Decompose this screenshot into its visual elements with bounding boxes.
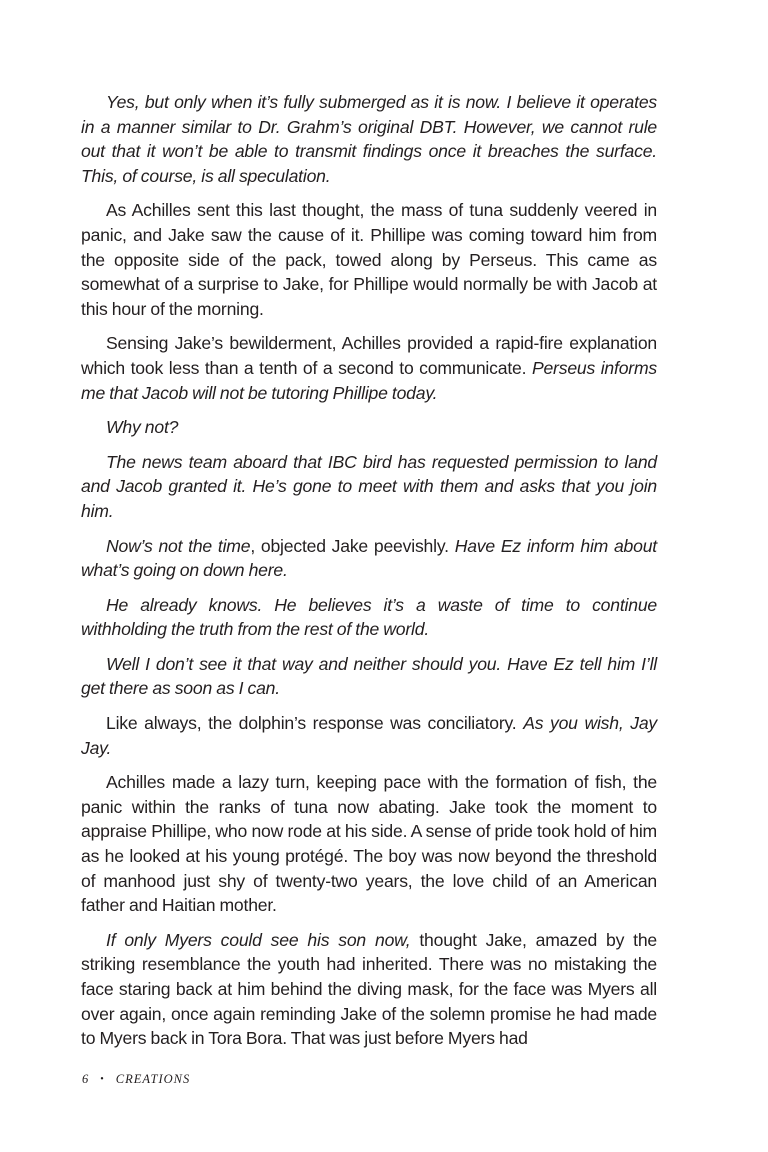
italic-text: If only Myers could see his son now, bbox=[106, 929, 411, 950]
paragraph bbox=[81, 652, 657, 701]
text-span: As Achilles sent this last thought, the mass of tuna suddenly veered in panic, and Jake saw the cause of it. Phillipe was coming toward him from the opposite side of the pack, towed along by Perseus. This came as somewhat of a surprise to Jake, for Phillipe would normally be with Jacob at this hour of the morning. bbox=[81, 200, 657, 319]
italic-text: Now’s not the time bbox=[106, 535, 251, 556]
paragraph bbox=[81, 593, 657, 642]
italic-text: Well I don’t see it that way and neither should you. Have Ez tell him I’ll get there as soon as I can. bbox=[81, 653, 657, 699]
text-span: , objected Jake peevishly. bbox=[250, 535, 455, 556]
paragraph bbox=[81, 770, 657, 918]
footer-separator: • bbox=[100, 1074, 104, 1085]
text-span: Achilles made a lazy turn, keeping pace with the formation of fish, the panic within the ranks of tuna now abating. Jake took the moment to appraise Phillipe, who now rode at his side. A sense of pride took hold of him as he looked at his young protégé. The boy was now beyond the threshold of manhood just shy of twenty-two years, the love child of an American father and Haitian mother. bbox=[81, 772, 657, 916]
paragraph bbox=[81, 331, 657, 405]
page-number: 6 bbox=[82, 1072, 89, 1086]
italic-text: Why not? bbox=[106, 417, 179, 438]
running-title: CREATIONS bbox=[115, 1072, 191, 1086]
paragraph bbox=[81, 450, 657, 524]
page-body bbox=[81, 90, 657, 1061]
paragraph bbox=[81, 534, 657, 583]
text-span: Like always, the dolphin’s response was conciliatory. bbox=[106, 713, 524, 734]
italic-text: Perseus informs me that Jacob will not be tutoring Phillipe today. bbox=[81, 357, 657, 403]
italic-text: As you wish, Jay Jay. bbox=[81, 713, 658, 758]
italic-text: Have Ez inform him about what’s going on down here. bbox=[81, 535, 657, 581]
paragraph bbox=[81, 90, 657, 188]
paragraph bbox=[81, 198, 657, 321]
italic-text: Yes, but only when it’s fully submerged as it is now. I believe it operates in a manner similar to Dr. Grahm’s original DBT. However, we cannot rule out that it won’t be able to transmit findings once it breaches the surface. This, of course, is all speculation. bbox=[81, 92, 657, 186]
paragraph bbox=[81, 415, 657, 440]
text-span: Sensing Jake’s bewilderment, Achilles provided a rapid-fire explanation which took less than a tenth of a second to communicate. bbox=[81, 333, 657, 378]
text-span: thought Jake, amazed by the striking resemblance the youth had inherited. There was no mistaking the face staring back at him behind the diving mask, for the face was Myers all over again, once again reminding Jake of the solemn promise he had made to Myers back in Tora Bora. That was just before Myers had bbox=[81, 929, 658, 1049]
italic-text: He already knows. He believes it’s a waste of time to continue withholding the truth from the rest of the world. bbox=[81, 594, 657, 640]
paragraph bbox=[81, 928, 657, 1051]
italic-text: The news team aboard that IBC bird has requested permission to land and Jacob granted it. He’s gone to meet with them and asks that you join him. bbox=[81, 451, 657, 521]
paragraph bbox=[81, 711, 657, 760]
page-footer bbox=[82, 1072, 190, 1087]
